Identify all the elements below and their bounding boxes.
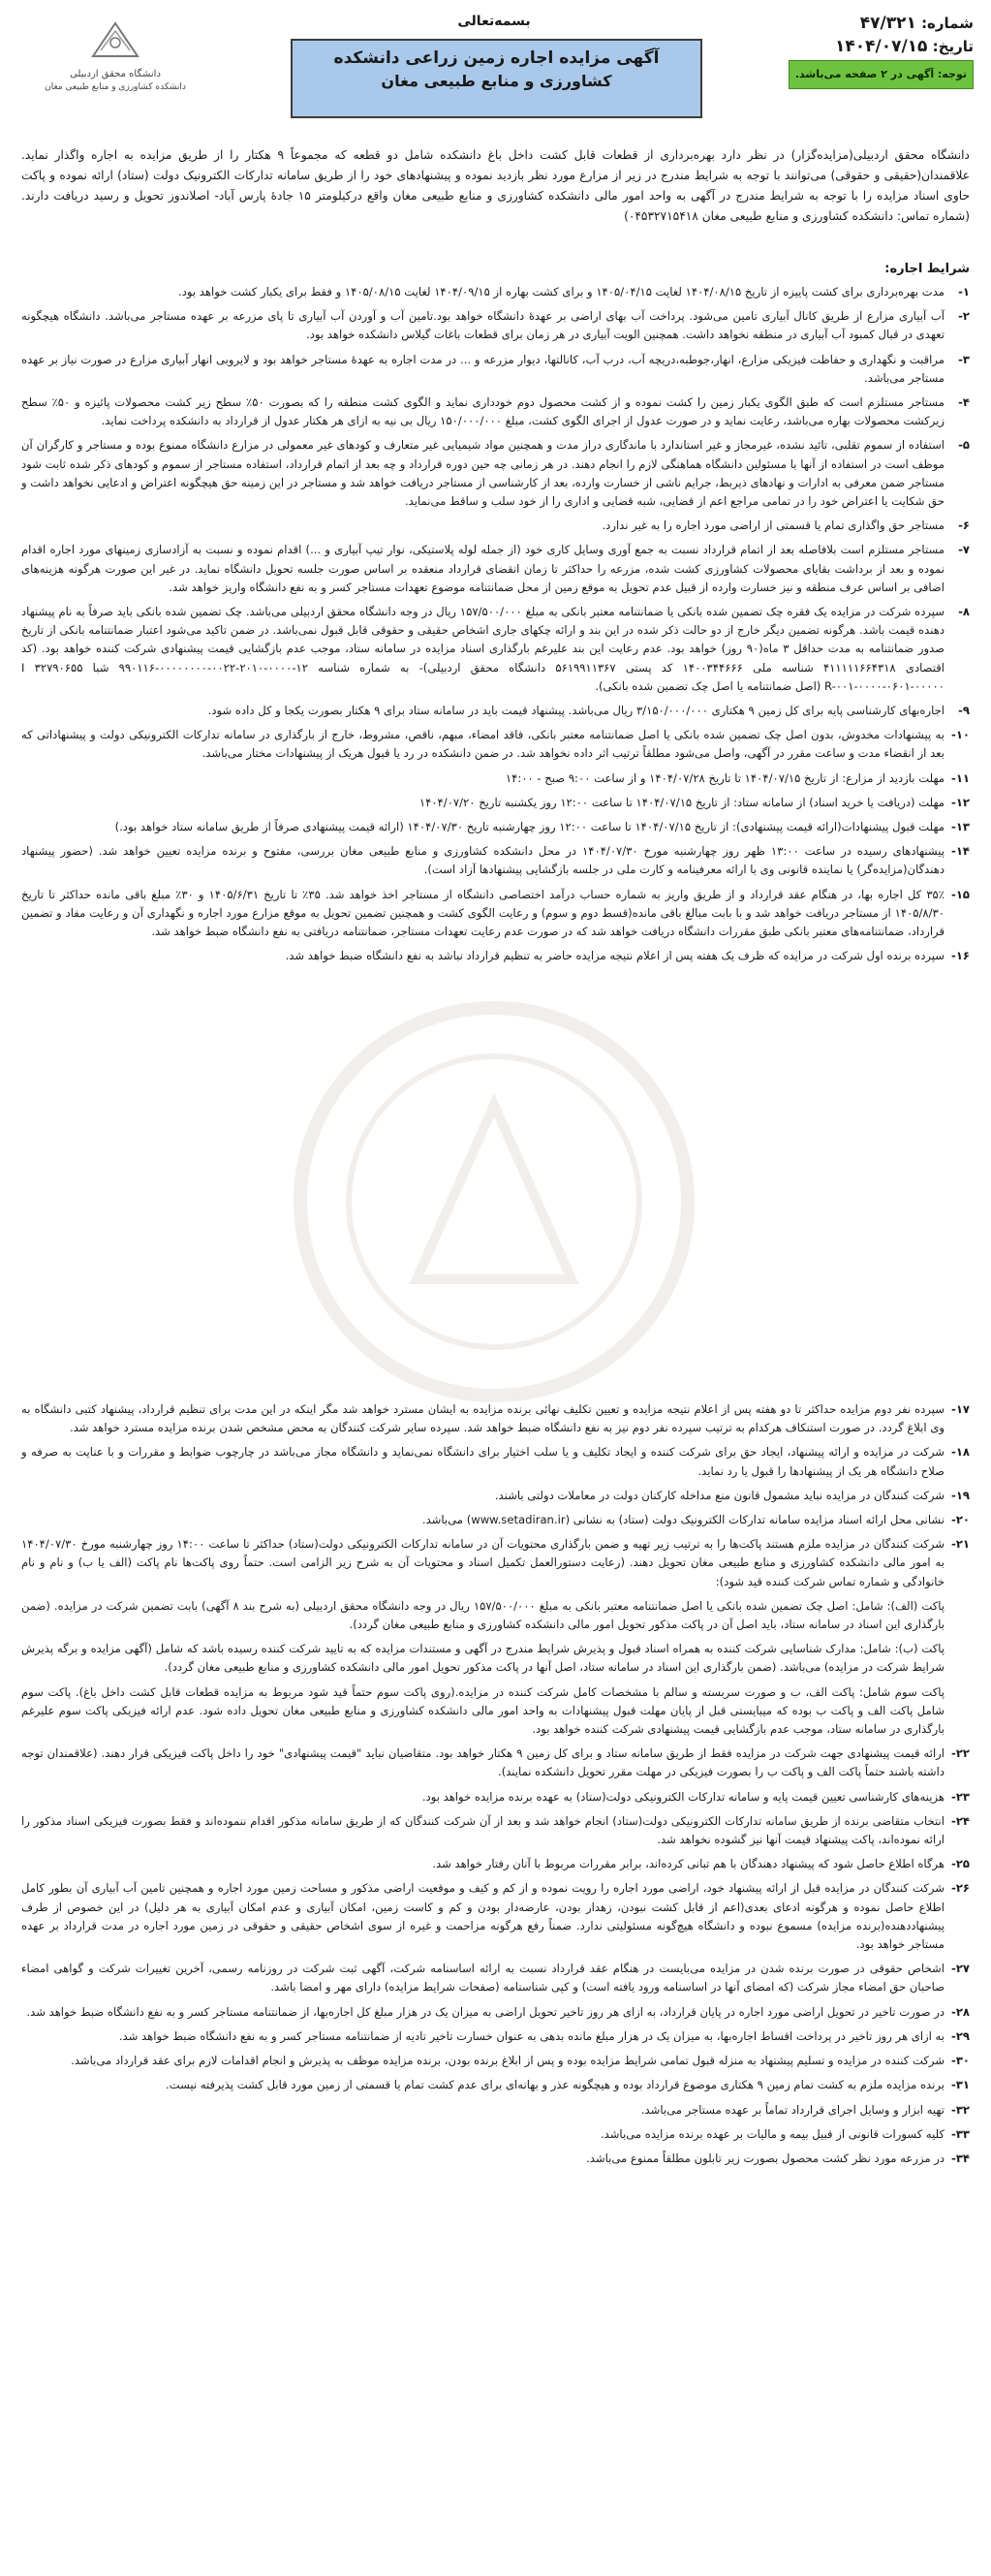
condition-clause (21, 436, 970, 511)
clause-text: نشانی محل ارائه اسناد مزایده سامانه تدارکات الکترونیک دولت (ستاد) به نشانی (www.setadiran.ir) می‌باشد. (421, 1513, 945, 1527)
condition-clause (21, 1879, 970, 1954)
letter-date-row (751, 35, 974, 58)
condition-clause (21, 393, 970, 430)
clause-number (945, 1597, 970, 1634)
clause-text: در مزرعه مورد نظر کشت محصول بصورت زیر تابلون مطلقاً ممنوع می‌باشد. (586, 2151, 945, 2165)
condition-clause (21, 702, 970, 720)
basmala: بسمه‌تعالی (457, 14, 531, 29)
condition-clause (21, 2076, 970, 2094)
clause-number: ۲۷- (951, 1962, 970, 1976)
title-box (291, 39, 702, 118)
condition-clause (21, 1535, 970, 1591)
clause-text: در صورت تاخیر در تحویل اراضی مورد اجاره در پایان قرارداد، به ازای هر روز تاخیر تحویل اراضی به میزان یک در هزار مبلغ کل اجاره‌بها، از ضمانتنامه مستاجر کسر و به نفع دانشگاه ضبط خواهد شد. (26, 2004, 945, 2019)
clause-text: ۳۵٪ کل اجاره بها، در هنگام عقد قرارداد و از طریق واریز به شماره حساب درآمد اختصاصی دانشگاه از مستاجر اخذ خواهد شد. ۳۵٪ تا تاریخ ۱۴۰۵/۶/۳۱ و ۳۰٪ مبلغ باقی مانده حداکثر تا تاریخ ۱۴۰۵/۸/۳۰ از مستاجر دریافت خواهد شد و با بابت مبالغ باقی مانده(قسط دوم و سوم) و رعایت الگوی کشت و همچنین تضمین تحویل به موقع مزارع مورد اجاره و نگهداری آن و رعایت مفاد و تضمین قرارداد، ضمانتنامه‌های معتبر بانکی طبق مقررات دانشگاه دریافت خواهد شد که در صورت عدم رعایت تعهدات مستاجر، ضمانتنامه دریافتی به نفع دانشگاه ضبط خواهد شد. (21, 887, 945, 939)
clause-text: مهلت بازدید از مزارع: از تاریخ ۱۴۰۴/۰۷/۱۵ تا تاریخ ۱۴۰۴/۰۷/۲۸ و از ساعت ۹:۰۰ صبح - ۱۴:۰۰ (505, 770, 945, 785)
conditions-list-page2 (21, 1400, 970, 2174)
condition-clause (21, 541, 970, 597)
clause-number: ۵- (958, 438, 970, 453)
clause-number: ۳۲- (951, 2102, 970, 2117)
clause-text: به پیشنهادات مخدوش، بدون اصل چک تضمین شده بانکی یا اصل ضمانتنامه معتبر بانکی، فاقد امضاء، مبهم، ناقص، مشروط، خارج از بارگذاری در سامانه تدارکات الکترونیکی دولت و پیشنهاداتی که بعد از انقضاء مدت و ساعت مقرر در آگهی، واصل می‌شود مطلقاً ترتیب اثر داده نخواهد شد. در ضمن دانشکده در رد یا قبول هریک از پیشنهادات مختار می‌باشد. (21, 728, 945, 761)
page-subtitle: کشاورزی و منابع طبیعی مغان (381, 72, 612, 90)
clause-text: مستاجر مستلزم است که طبق الگوی یکبار زمین را کشت نموده و از کشت محصول دوم خودداری نماید و الگوی کشت منطقه را که بصورت ۵۰٪ سطح زیر کشت محصولات پائیزه و ۵۰٪ سطح زیرکشت محصولات بهاره می‌باشد، رعایت نماید و در صورت عدول از اجرای الگوی کشت، مبلغ ۱۵۰/۰۰۰/۰۰۰ ریال بی نیه به ازای هر هکتار عدول از قرارداد به دانشکده پرداخت نماید. (21, 395, 945, 428)
condition-clause (21, 726, 970, 763)
clause-text: پاکت (ب): شامل: مدارک شناسایی شرکت کننده به همراه اسناد قبول و پذیرش شرایط مندرج در آگهی و مستندات مزایده که به تایید شرکت کننده رسیده باشد که شامل (آگهی مزایده و برگه پذیرش شرایط شرکت در مزایده) می‌باشد. (ضمن بارگذاری این اسناد در سامانه ستاد، اصل آنها در پاکت مذکور تحویل امور مالی دانشکده کشاورزی و منابع طبیعی مغان گردد). (21, 1642, 945, 1675)
clause-number: ۲۶- (951, 1881, 970, 1896)
clause-text: شرکت کننده در مزایده و تسلیم پیشنهاد به منزله قبول تمامی شرایط مزایده بوده و پس از ابلاغ برنده بودن، برنده مزایده موظف به پذیرش و انجام اقدامات لازم برای عقد قرارداد می‌باشد. (71, 2054, 945, 2068)
clause-number: ۴- (958, 395, 970, 410)
condition-clause (21, 1744, 970, 1781)
clause-text: ارائه قیمت پیشنهادی جهت شرکت در مزایده فقط از طریق سامانه ستاد و برای کل زمین ۹ هکتار خواهد بود. متقاضیان نباید "قیمت پیشنهادی" خود را داخل پاکت فیزیکی قرار دهند. (علاقمندان توجه داشته باشند حتماً پاکت الف و پاکت ب را بصورت فیزیکی در مهلت مقرر تحویل دانشکده نمایند). (21, 1746, 945, 1779)
header (0, 0, 991, 136)
watermark-emblem-icon (281, 989, 707, 1415)
condition-clause (21, 1640, 970, 1677)
clause-number: ۳۰- (951, 2054, 970, 2068)
clause-number: ۱۴- (951, 844, 970, 859)
clause-text: اشخاص حقوقی در صورت برنده شدن در مزایده می‌بایست در هنگام عقد قرارداد نسبت به ارائه اساسنامه شرکت، آگهی ثبت شرکت در روزنامه رسمی، آخرین تغییرات شرکت و گواهی امضاء صاحبان حق امضاء مجاز شرکت (که امضای آنها در اساسنامه ورود یافته است) و کپی شناسنامه (صفحات شرایط مزایده) دارای مهر و امضا باشد. (21, 1962, 945, 1995)
clause-number: ۲۸- (951, 2004, 970, 2019)
condition-clause (21, 1443, 970, 1480)
clause-number: ۱- (958, 285, 970, 298)
clause-number: ۶- (958, 518, 970, 533)
condition-clause (21, 2027, 970, 2046)
clause-number: ۳- (958, 352, 970, 366)
clause-number: ۲۰- (951, 1513, 970, 1527)
clause-text: آب آبیاری مزارع از طریق کانال آبیاری تامین می‌شود. پرداخت آب بهای اراضی بر عهدهٔ دانشگاه خواهد بود.تامین آب و آوردن آب آبیاری تا پای مزرعه بر عهده مستاجر می‌باشد. دانشگاه هیچگونه تعهدی در قبال کمبود آب آبیاری در منطقه نخواهد داشت. همچنین الویت آبیاری در هر زمان برای قطعات باغات گیلاس دانشکده خواهد بود. (21, 309, 945, 342)
condition-clause (21, 2052, 970, 2070)
clause-number (945, 1683, 970, 1740)
clause-text: هرگاه اطلاع حاصل شود که پیشنهاد دهندگان با هم تبانی کرده‌اند، برابر مقررات مربوط با آنان رفتار خواهد شد. (432, 1857, 945, 1871)
clause-text: شرکت در مزایده و ارائه پیشنهاد، ایجاد حق برای شرکت کننده و ایجاد تکلیف و یا سلب اختیار برای دانشگاه نمی‌نماید و دانشگاه مجاز می‌باشد در چارچوب ضوابط و مقررات و با عنایت به صرفه و صلاح دانشگاه هر یک از پیشنهادها را قبول یا رد نماید. (21, 1445, 945, 1478)
letter-meta (751, 12, 974, 89)
clause-text: مهلت قبول پیشنهادات(ارائه قیمت پیشنهادی): از تاریخ ۱۴۰۴/۰۷/۱۵ تا ساعت ۱۲:۰۰ روز چهارشنبه تاریخ ۱۴۰۴/۰۷/۳۰ (ارائه قیمت پیشنهادی صرفاً از طریق سامانه ستاد خواهد بود.) (114, 820, 945, 834)
letter-number-value: ۴۷/۳۲۱ (859, 14, 916, 33)
condition-clause (21, 2150, 970, 2168)
clause-text: شرکت کنندگان در مزایده نباید مشمول قانون منع مداخله کارکنان دولت در معاملات دولتی باشند. (494, 1488, 945, 1502)
clause-number: ۸- (958, 605, 970, 619)
letter-number-label: شماره: (921, 15, 974, 32)
clause-text: سپرده برنده اول شرکت در مزایده که ظرف یک هفته پس از اعلام نتیجه مزایده حاضر به تنظیم قرارداد نباشد به نفع دانشگاه ضبط خواهد شد. (285, 949, 945, 963)
clause-text: شرکت کنندگان در مزایده قبل از ارائه پیشنهاد خود، اراضی مورد اجاره را رویت نموده و از کم و کیف و موقعیت اراضی مذکور و مساحت زمین مورد اجاره و همچنین تامین آب آبیاری آن بطور کامل اطلاع حاصل نموده و هرگونه ادعای بعدی(اعم از قابل کشت نبودن، زهدار بودن، عارضه‌دار بودن و کم و کاست زمین، امکان آبیاری و عدم امکان آبیاری به هر دلیل) در این خصوص از طرف پیشنهاددهنده(برنده مزایده) مسموع نبوده و دانشگاه هیچ‌گونه مسئولیتی ندارد. ضمناً رفع هرگونه مزاحمت و غیره از سوی اشخاص حقیقی و حقوقی در زمین مورد اجاره در مدت قرارداد بر عهده مستاجر خواهد بود. (21, 1881, 945, 1952)
clause-text: کلیه کسورات قانونی از قبیل بیمه و مالیات بر عهده برنده مزایده می‌باشد. (600, 2126, 945, 2141)
clause-number: ۱۳- (951, 820, 970, 834)
condition-clause (21, 1683, 970, 1740)
clause-number: ۱۱- (951, 770, 970, 785)
condition-clause (21, 2101, 970, 2120)
letter-number-row (751, 12, 974, 35)
clause-text: مدت بهره‌برداری برای کشت پاییزه از تاریخ ۱۴۰۴/۰۸/۱۵ لغایت ۱۴۰۵/۰۴/۱۵ و برای کشت بهاره از ۱۴۰۴/۰۹/۱۵ لغایت ۱۴۰۵/۰۸/۱۵ و فقط برای یکبار کشت خواهد بود. (178, 285, 945, 298)
condition-clause (21, 1812, 970, 1849)
clause-number: ۲۴- (951, 1813, 970, 1828)
clause-number: ۳۱- (951, 2078, 970, 2092)
condition-clause (21, 2003, 970, 2022)
clause-text: اجاره‌بهای کارشناسی پایه برای کل زمین ۹ هکتاری ۳/۱۵۰/۰۰۰/۰۰۰ ریال می‌باشد. پیشنهاد قیمت باید در سامانه ستاد برای ۹ هکتار بصورت یکجا و کل داده شود. (207, 704, 945, 718)
clause-number: ۱۸- (951, 1445, 970, 1460)
condition-clause (21, 770, 970, 788)
clause-number: ۲۲- (951, 1746, 970, 1761)
condition-clause (21, 1597, 970, 1634)
clause-number: ۷- (958, 543, 970, 557)
conditions-heading: شرایط اجاره: (884, 262, 970, 276)
clause-number: ۲۱- (951, 1537, 970, 1552)
clause-text: سپرده نفر دوم مزایده حداکثر تا دو هفته پس از اعلام نتیجه مزایده و تعیین تکلیف نهائی برنده مزایده به ایشان مسترد خواهد شد مگر اینکه در این مدت برای تنظیم قرارداد، پیشنهاد کتبی دانشگاه به وی ابلاغ گردد. در صورت استنکاف هرکدام به ترتیب سپرده نفر دوم نیز به نفع دانشگاه ضبط خواهد شد. سپرده سایر شرکت کنندگان به محض مشخص شدن برنده مزایده مسترد خواهد شد. (21, 1402, 945, 1435)
clause-number: ۲- (958, 309, 970, 324)
condition-clause (21, 1960, 970, 1996)
clause-number: ۱۲- (951, 795, 970, 809)
university-logo (14, 17, 217, 105)
clause-text: مستاجر حق واگذاری تمام یا قسمتی از اراضی مورد اجاره را به غیر ندارد. (602, 518, 945, 533)
condition-clause (21, 307, 970, 344)
clause-number (945, 1640, 970, 1677)
letter-date-value: ۱۴۰۴/۰۷/۱۵ (834, 37, 928, 56)
condition-clause (21, 818, 970, 836)
clause-number: ۲۵- (951, 1857, 970, 1871)
clause-text: مراقبت و نگهداری و حفاظت فیزیکی مزارع، انهار،جوطبه،دریچه آب، درب آب، کانالتها، دیوار مزرعه و ... در مدت اجاره به عهدهٔ مستاجر خواهد بود و لایروبی انهار آبیاری مزارع در صورت نیاز بر عهده مستاجر می‌باشد. (21, 352, 945, 385)
condition-clause (21, 517, 970, 535)
clause-text: به ازای هر روز تاخیر در پرداخت اقساط اجاره‌بها، به میزان یک در هزار مبلغ مانده بدهی به عنوان خسارت تاخیر تادیه از ضمانتنامه مستاجر کسر و به نفع دانشگاه ضبط خواهد شد. (118, 2028, 945, 2043)
logo-faculty-name: دانشکده کشاورزی و منابع طبیعی مغان (45, 82, 186, 92)
clause-number: ۱۹- (951, 1488, 970, 1502)
conditions-list-page1 (21, 283, 970, 972)
clause-number: ۳۴- (951, 2151, 970, 2165)
clause-text: استفاده از سموم تقلبی، تائید نشده، غیرمجاز و غیر استاندارد با ماندگاری دراز مدت و همچنین مواد شیمیایی غیر متعارف و کودهای غیر معمولی در مزارع دانشگاه ممنوع بوده و مستاجر و کارگران آن موظف است در استفاده از آنها با مسئولین دانشگاه هماهنگی لازم را انجام دهند. در هر زمانی چه حین دوره قرارداد و چه بعد از اتمام قرارداد، استفاده مستاجر از سموم و کودهای ذکر شده ثابت شود مستاجر ضمن معرفی به ادارات و نهادهای ذیربط، جرایم ناشی از خسارت وارده، بعد از کارشناسی از مستاجر دریافت خواهد شد و مستاجر در این زمینه حق هیچگونه اعتراض و ادعایی نخواهد داشت و حق شکایت یا اعتراض خود را در تمامی مراجع اعم از قضایی، شبه قضایی و اداری را از خود سلب و ساقط می‌نماید. (21, 438, 945, 509)
clause-text: برنده مزایده ملزم به کشت تمام زمین ۹ هکتاری موضوع قرارداد بوده و هیچگونه عذر و بهانه‌ای برای عدم کشت تمام یا قسمتی از زمین مورد قابل کشت پذیرفته نیست. (166, 2078, 945, 2092)
condition-clause (21, 2125, 970, 2144)
clause-number: ۱۵- (951, 887, 970, 901)
letter-date-label: تاریخ: (932, 38, 974, 55)
condition-clause (21, 1511, 970, 1529)
clause-text: سپرده شرکت در مزایده یک فقره چک تضمین شده بانکی یا ضمانتنامه معتبر بانکی به مبلغ ۱۵۷/۵۰۰/۰۰۰ ریال در وجه دانشگاه محقق اردبیلی می‌باشد. چک تضمین شده بانکی باید صرفاً به نام پیشنهاد دهنده قیمت باشد. هرگونه تضمین دیگر خارج از دو حالت ذکر شده در این بند و ارائه چکهای جاری اشخاص حقیقی و حقوقی قابل قبول نمی‌باشد. در ضمن تاکید می‌شود اعتبار ضمانتنامه بانکی از تاریخ صدور ضمانتنامه به مدت حداقل ۳ ماه(۹۰ روز) خواهد بود. عدم رعایت این بند علیرغم بارگذاری اسناد مزایده در سامانه ستاد، موجب عدم بازگشایی قیمت پیشنهادی شرکت کننده خواهد بود. (کد اقتصادی ۴۱۱۱۱۱۶۶۴۳۱۸ شناسه ملی ۱۴۰۰۳۴۴۶۶۶ کد پستی ۵۶۱۹۹۱۱۳۶۷ دانشگاه محقق اردبیلی)- به شماره شناسه ۱۲-۰۰۰۰-۲۰۱۰-۰۰۲۲-۰۰۰۰۰۰۰۰-۹۹۰۱۱۶ شبا ۳۲۷۹۰۶۵۵ I R-۰۰۱-۰۰۰۰-۰۶۰۱-۰۰۰۰۰ (اصل ضمانتنامه یا اصل چک تضمین شده بانکی). (21, 605, 945, 693)
clause-text: تهیه ابزار و وسایل اجرای قرارداد تماماً بر عهده مستاجر می‌باشد. (640, 2102, 945, 2117)
university-emblem-icon (89, 17, 141, 60)
logo-university-name: دانشگاه محقق اردبیلی (70, 69, 161, 79)
condition-clause (21, 1855, 970, 1873)
condition-clause (21, 283, 970, 301)
clause-text: شرکت کنندگان در مزایده ملزم هستند پاکت‌ها را به ترتیب زیر تهیه و ضمن بارگذاری محتویات آن در سامانه تدارکات الکترونیکی دولت(ستاد) حداکثر تا ساعت ۱۴:۰۰ روز چهارشنبه مورخ ۱۴۰۴/۰۷/۳۰ به امور مالی دانشکده کشاورزی و منابع طبیعی مغان تحویل دهند. (رعایت دستورالعمل تکمیل اسناد و محتویات آن به شرح زیر الزامی است. حتماً روی پاکت‌ها نام پاکت (الف یا ب) و نام و نام خانوادگی و شماره تماس شرکت کننده قید شود): (21, 1537, 945, 1588)
condition-clause (21, 1788, 970, 1806)
page-title: آگهی مزایده اجاره زمین زراعی دانشکده (333, 48, 660, 68)
clause-text: پاکت (الف): شامل: اصل چک تضمین شده بانکی یا اصل ضمانتنامه معتبر بانکی به مبلغ ۱۵۷/۵۰۰/۰۰۰ ریال در وجه دانشگاه محقق اردبیلی (به شرح بند ۸ آگهی) بابت تضمین شرکت در مزایده. (ضمن بارگذاری این اسناد در سامانه ستاد، باید اصل آن در پاکت مذکور تحویل امور مالی دانشکده کشاورزی و منابع طبیعی مغان گردد). (21, 1598, 945, 1632)
condition-clause (21, 794, 970, 812)
clause-text: هزینه‌های کارشناسی تعیین قیمت پایه و سامانه تدارکات الکترونیکی دولت(ستاد) به عهده برنده مزایده خواهد بود. (421, 1789, 945, 1804)
condition-clause (21, 886, 970, 942)
clause-text: مهلت (دریافت یا خرید اسناد) از سامانه ستاد: از تاریخ ۱۴۰۴/۰۷/۱۵ تا ساعت ۱۲:۰۰ روز یکشنبه تاریخ ۱۴۰۴/۰۷/۲۰ (418, 795, 945, 809)
clause-text: انتخاب متقاضی برنده از طریق سامانه تدارکات الکترونیکی دولت(ستاد) انجام خواهد شد و بعد از آن شرکت کنندگان که از طریق سامانه مذکور اقدام ننموده‌اند و فقط بصورت فیزیکی اسناد مذکور را ارائه نموده‌اند، پاکت پیشنهاد قیمت آنها نیز گشوده نخواهد شد. (21, 1813, 945, 1847)
clause-number: ۱۶- (951, 949, 970, 963)
condition-clause (21, 1400, 970, 1437)
two-pages-note: توجه: آگهی در ۲ صفحه می‌باشد. (789, 60, 974, 89)
condition-clause (21, 842, 970, 879)
clause-text: پیشنهادهای رسیده در ساعت ۱۳:۰۰ ظهر روز چهارشنبه مورخ ۱۴۰۴/۰۷/۳۰ در محل دانشکده کشاورزی و منابع طبیعی مغان بررسی، مفتوح و برنده مزایده تعیین خواهد شد. (حضور پیشنهاد دهندگان(مزایده‌گر) یا نماینده قانونی وی با ارائه معرفینامه و کارت ملی در جلسه بازگشایی پیشنهادها آزاد است). (21, 844, 945, 877)
clause-number: ۲۳- (951, 1789, 970, 1804)
clause-number: ۱۷- (951, 1402, 970, 1416)
condition-clause (21, 351, 970, 388)
condition-clause (21, 947, 970, 965)
clause-number: ۱۰- (951, 728, 970, 742)
intro-paragraph: دانشگاه محقق اردبیلی(مزایده‌گزار) در نظر دارد بهره‌برداری از قطعات قابل کشت داخل باغ دانشکده شامل دو قطعه که مجموعاً ۹ هکتار را از طریق مزایده به اجاره واگذار نماید. علاقمندان(حقیقی و حقوقی) می‌توانند با توجه به شرایط مندرج در زیر از مزارع مورد نظر بازدید نموده و پیشنهادهای خود را از طریق سامانه تدارکات الکترونیک دولت (ستاد) ارائه نموده و پاکت حاوی اسناد مزایده را با توجه به شرایط مندرج در آگهی به واحد امور مالی دانشکده کشاورزی و منابع طبیعی مغان واقع درکیلومتر ۱۵ جادهٔ پارس آباد- اصلاندوز تحویل و رسید دریافت دارند. (شماره تماس: دانشکده کشاورزی و منابع طبیعی مغان ۰۴۵۳۲۷۱۵۴۱۸) (21, 148, 970, 223)
clause-text: پاکت سوم شامل: پاکت الف، ب و صورت سربسته و سالم با مشخصات کامل شرکت کننده در مزایده.(روی پاکت سوم حتماً قید شود مربوط به مزایده قطعات قابل کشت داخل باغ). پاکت سوم شامل پاکت الف و پاکت ب بوده که میبایستی قبل از پایان مهلت قبول پیشنهادات به واحد امور مالی دانشکده کشاورزی و منابع طبیعی مغان تحویل داده شود. عدم ارائه فیزیکی پاکت سوم علیرغم بارگذاری در سامانه ستاد، موجب عدم بازگشایی قیمت پیشنهادی شرکت کننده خواهد بود. (21, 1684, 945, 1737)
condition-clause (21, 1487, 970, 1505)
clause-number: ۳۳- (951, 2126, 970, 2141)
clause-number: ۹- (958, 704, 970, 718)
condition-clause (21, 603, 970, 696)
clause-number: ۲۹- (951, 2028, 970, 2043)
clause-text: مستاجر مستلزم است بلافاصله بعد از اتمام قرارداد نسبت به جمع آوری وسایل کاری خود (از جمله لوله پلاستیکی، نوار تیپ آبیاری و ...) اقدام نموده و نسبت به آزادسازی زمینهای مورد اجاره اقدام نموده و بعد از برداشت بقایای محصولات کشاورزی کشت شده، مزرعه را حداکثر تا زمان انقضای قرارداد منعقده بر اساس صورت جلسه تحویل دانشگاه نماید. در غیر این صورت هرگونه هزینه‌های اضافی بر اساس عرف منطقه و نیز خسارت وارده از قبیل عدم تحویل به موقع زمین از محل ضمانتنامه موضوع تعهدات مستاجر کسر و به نفع دانشگاه واریز خواهد شد. (21, 543, 945, 594)
